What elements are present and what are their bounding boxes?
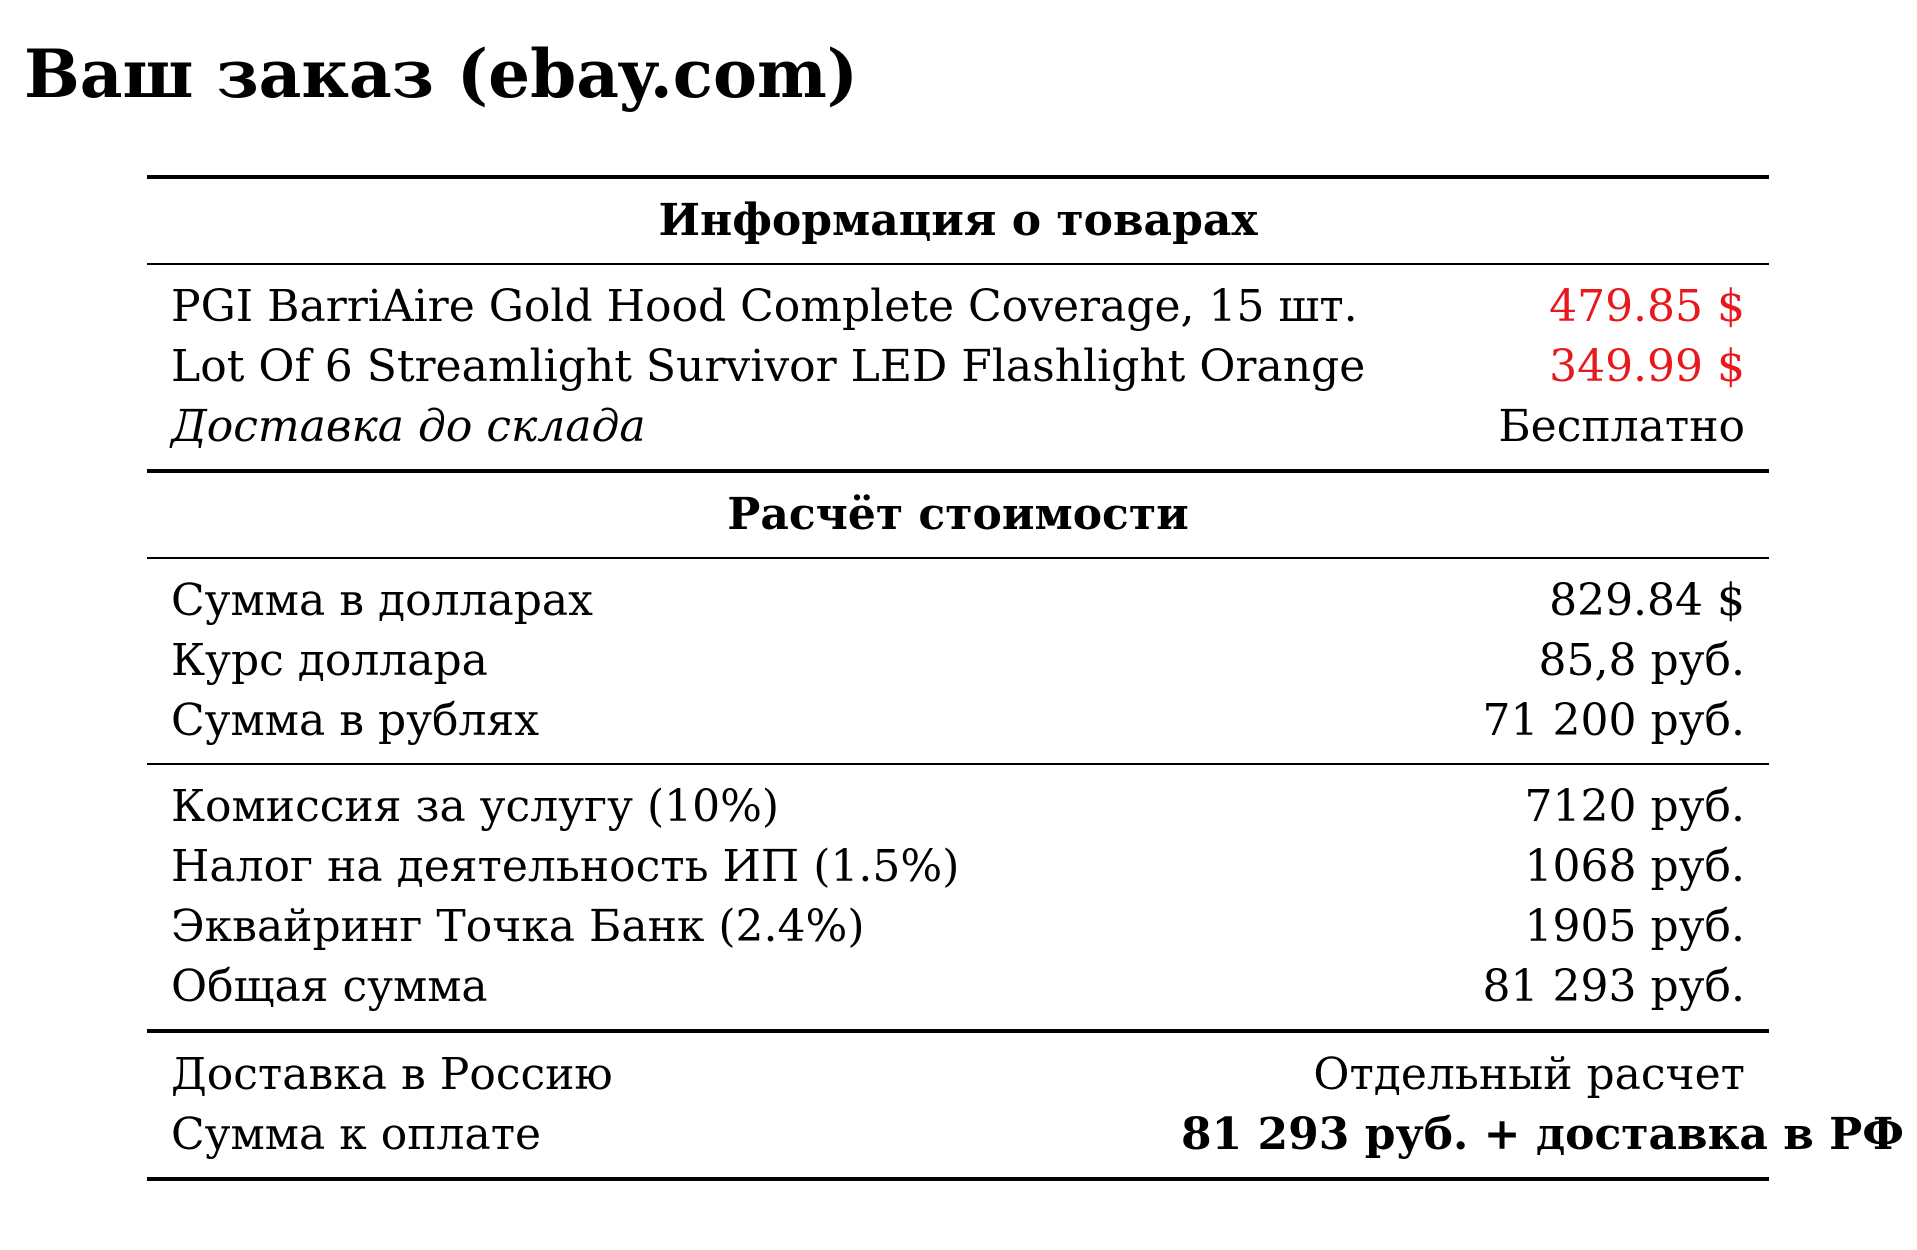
product-price: 349.99 $ (1549, 341, 1746, 392)
russia-delivery-label: Доставка в Россию (171, 1049, 613, 1100)
total-label: Общая сумма (171, 961, 488, 1012)
page-title: Ваш заказ (ebay.com) (24, 35, 859, 113)
conversion-label: Курс доллара (171, 635, 488, 686)
product-name: Lot Of 6 Streamlight Survivor LED Flashlight Orange (171, 341, 1366, 392)
product-name: PGI BarriAire Gold Hood Complete Coverage, 15 шт. (171, 281, 1358, 332)
product-price: 479.85 $ (1549, 281, 1746, 332)
warehouse-delivery-row (147, 397, 1769, 471)
conversion-label: Сумма в долларах (171, 575, 593, 626)
cost-section-title: Расчёт стоимости (727, 489, 1189, 540)
fee-label: Эквайринг Точка Банк (2.4%) (171, 901, 865, 952)
fee-value: 7120 руб. (1524, 781, 1746, 832)
conversion-value: 71 200 руб. (1482, 695, 1746, 746)
conversion-label: Сумма в рублях (171, 695, 540, 746)
total-value: 81 293 руб. (1482, 961, 1746, 1012)
warehouse-delivery-value: Бесплатно (1498, 401, 1746, 452)
total-row (147, 957, 1769, 1031)
fee-row (147, 837, 1769, 897)
fee-label: Налог на деятельность ИП (1.5%) (171, 841, 960, 892)
product-row (147, 264, 1769, 337)
products-section-title: Информация о товарах (658, 195, 1258, 246)
fee-value: 1905 руб. (1524, 901, 1746, 952)
conversion-value: 85,8 руб. (1538, 635, 1746, 686)
conversion-row (147, 558, 1769, 631)
russia-delivery-row (147, 1031, 1769, 1105)
russia-delivery-value: Отдельный расчет (1313, 1049, 1746, 1100)
amount-due-value: 81 293 руб. + доставка в РФ (1181, 1109, 1904, 1160)
amount-due-row (147, 1105, 1769, 1179)
conversion-row (147, 691, 1769, 764)
fee-label: Комиссия за услугу (10%) (171, 781, 780, 832)
conversion-value: 829.84 $ (1549, 575, 1746, 626)
product-row (147, 337, 1769, 397)
cost-header-row (147, 471, 1769, 558)
warehouse-delivery-label: Доставка до склада (171, 401, 646, 452)
order-table (147, 175, 1904, 1181)
conversion-row (147, 631, 1769, 691)
products-header-row (147, 177, 1769, 264)
fee-value: 1068 руб. (1524, 841, 1746, 892)
fee-row (147, 897, 1769, 957)
fee-row (147, 764, 1769, 837)
amount-due-label: Сумма к оплате (171, 1109, 542, 1160)
